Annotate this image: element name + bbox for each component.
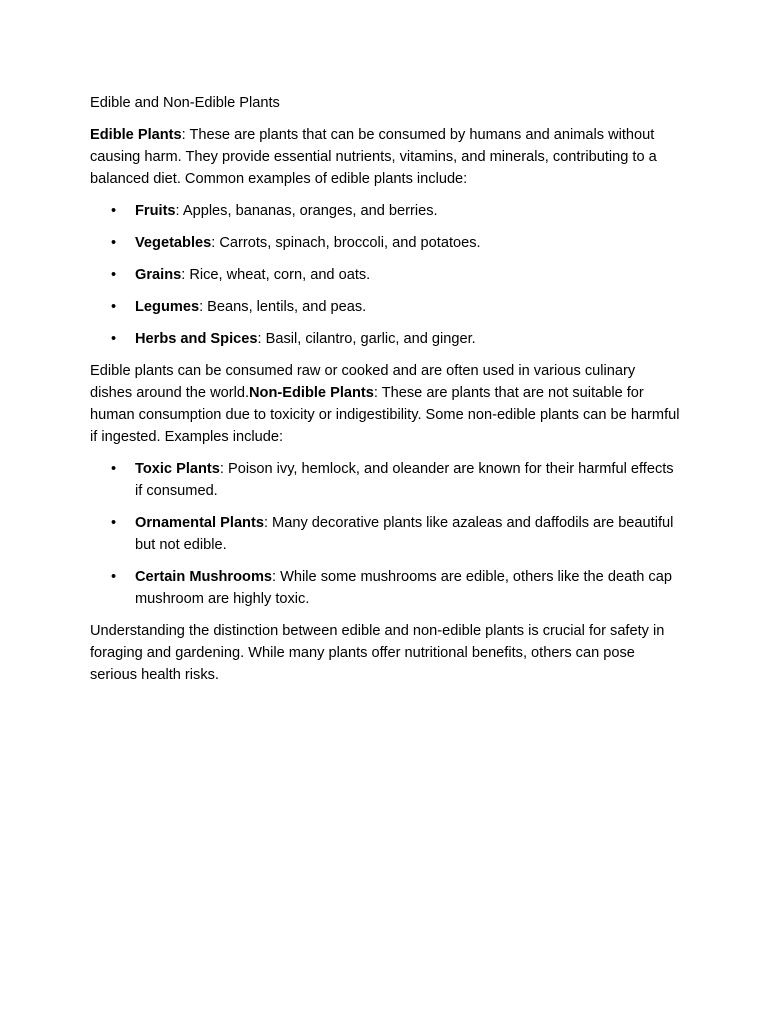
bullet-icon: • bbox=[111, 267, 117, 283]
non-edible-plants-list bbox=[90, 458, 680, 610]
list-item bbox=[90, 566, 680, 610]
list-item-term: Fruits bbox=[135, 203, 176, 219]
list-item-text: : Beans, lentils, and peas. bbox=[199, 299, 367, 315]
list-item bbox=[90, 458, 680, 502]
edible-plants-term: Edible Plants bbox=[90, 127, 182, 143]
list-item-term: Herbs and Spices bbox=[135, 331, 258, 347]
bullet-icon: • bbox=[111, 235, 117, 251]
edible-intro-text: : These are plants that can be consumed by humans and animals without causing harm. They provide essential nutrients, vitamins, and minerals, contributing to a balanced diet. Common examples of edible plants include: bbox=[90, 127, 657, 187]
list-item-text: : Many decorative plants like azaleas and daffodils are beautiful but not edible. bbox=[135, 515, 674, 553]
document-page bbox=[90, 92, 680, 696]
list-item-term: Toxic Plants bbox=[135, 461, 220, 477]
transition-paragraph bbox=[90, 360, 680, 448]
conclusion-paragraph: Understanding the distinction between edible and non-edible plants is crucial for safety in foraging and gardening. While many plants offer nutritional benefits, others can pose serious health risks. bbox=[90, 623, 665, 683]
list-item-term: Grains bbox=[135, 267, 182, 283]
bullet-icon: • bbox=[111, 569, 117, 585]
list-item-text: : Rice, wheat, corn, and oats. bbox=[181, 267, 371, 283]
list-item-text: : Apples, bananas, oranges, and berries. bbox=[175, 203, 438, 219]
bullet-icon: • bbox=[111, 331, 117, 347]
list-item bbox=[90, 264, 680, 286]
edible-intro-paragraph bbox=[90, 124, 680, 190]
bullet-icon: • bbox=[111, 461, 117, 477]
document-title: Edible and Non-Edible Plants bbox=[90, 95, 280, 111]
bullet-icon: • bbox=[111, 203, 117, 219]
edible-plants-list bbox=[90, 200, 680, 350]
list-item-text: : While some mushrooms are edible, others like the death cap mushroom are highly toxic. bbox=[135, 569, 672, 607]
list-item-term: Legumes bbox=[135, 299, 200, 315]
transition-lead-text: Edible plants can be consumed raw or cooked and are often used in various culinary dishes around the world. bbox=[90, 363, 636, 401]
list-item-text: : Carrots, spinach, broccoli, and potatoes. bbox=[211, 235, 481, 251]
list-item-text: : Poison ivy, hemlock, and oleander are known for their harmful effects if consumed. bbox=[135, 461, 674, 499]
transition-text: : These are plants that are not suitable for human consumption due to toxicity or indigestibility. Some non-edible plants can be harmful if ingested. Examples include: bbox=[90, 385, 680, 445]
list-item-term: Ornamental Plants bbox=[135, 515, 264, 531]
list-item bbox=[90, 328, 680, 350]
list-item-term: Certain Mushrooms bbox=[135, 569, 273, 585]
list-item-text: : Basil, cilantro, garlic, and ginger. bbox=[257, 331, 476, 347]
list-item bbox=[90, 296, 680, 318]
non-edible-plants-term: Non-Edible Plants bbox=[249, 385, 374, 401]
bullet-icon: • bbox=[111, 299, 117, 315]
list-item-term: Vegetables bbox=[135, 235, 212, 251]
bullet-icon: • bbox=[111, 515, 117, 531]
list-item bbox=[90, 232, 680, 254]
list-item bbox=[90, 512, 680, 556]
list-item bbox=[90, 200, 680, 222]
